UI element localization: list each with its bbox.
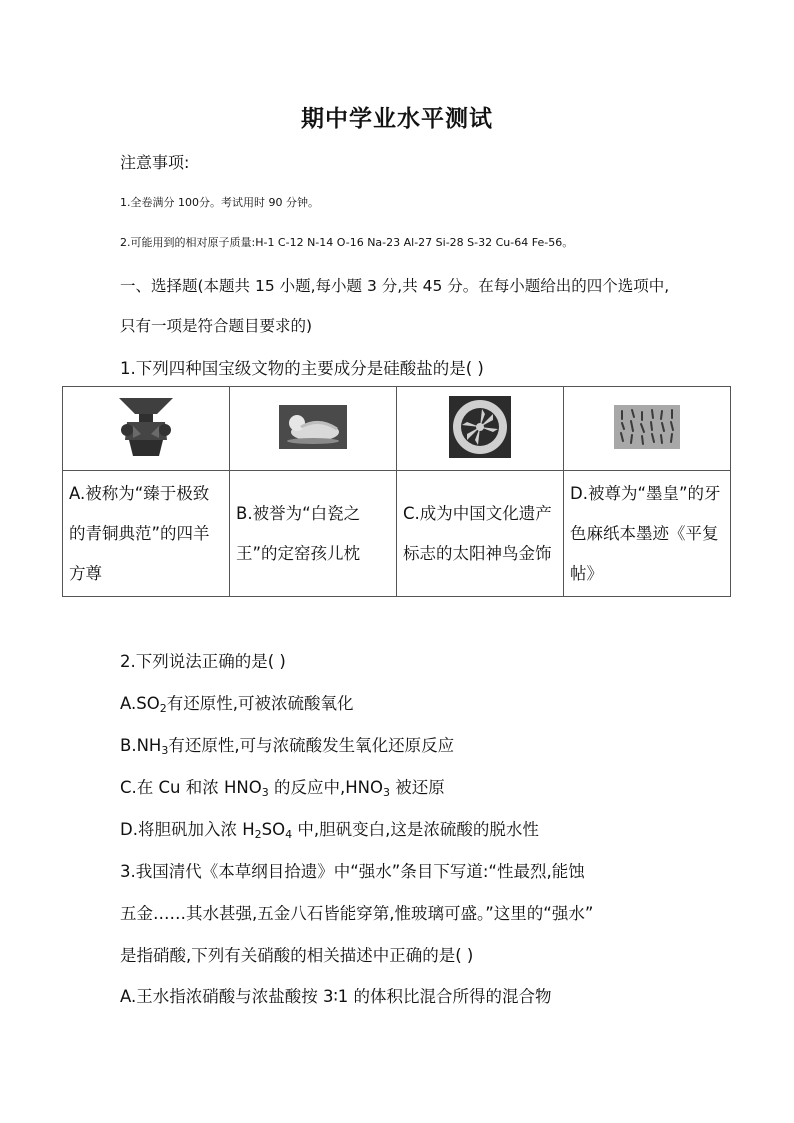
question-3-option-a: A.王水指浓硝酸与浓盐酸按 3∶1 的体积比混合所得的混合物 [120, 987, 552, 1006]
option-d-image-cell [564, 387, 731, 471]
question-3-line3: 是指硝酸,下列有关硝酸的相关描述中正确的是( ) [120, 946, 474, 965]
question-2-stem: 2.下列说法正确的是( ) [120, 652, 286, 671]
question-1-options-table [62, 386, 731, 597]
option-b-text: B.被誉为“白瓷之王”的定窑孩儿枕 [230, 471, 397, 597]
option-c-image-cell [397, 387, 564, 471]
bronze-zun-icon [113, 394, 179, 464]
question-2-option-d: D.将胆矾加入浓 $H_2SO_4$ 中,胆矾变白,这是浓硫酸的脱水性 [120, 820, 539, 841]
option-b-image-cell [230, 387, 397, 471]
option-c-text: C.成为中国文化遗产标志的太阳神鸟金饰 [397, 471, 564, 597]
notice-heading: 注意事项: [120, 153, 190, 172]
question-1-stem: 1.下列四种国宝级文物的主要成分是硅酸盐的是( ) [120, 359, 484, 378]
question-3-line2: 五金……其水甚强,五金八石皆能穿第,惟玻璃可盛。”这里的“强水” [120, 904, 594, 923]
calligraphy-scroll-icon [614, 405, 680, 453]
page-title: 期中学业水平测试 [301, 106, 493, 132]
question-2-option-c: C.在 Cu 和浓 $HNO_3$ 的反应中$,HNO_3$ 被还原 [120, 778, 445, 799]
question-3-line1: 3.我国清代《本草纲目拾遗》中“强水”条目下写道:“性最烈,能蚀 [120, 862, 585, 881]
notice-item-2: 2.可能用到的相对原子质量:H-1 C-12 N-14 O-16 Na-23 Al-27 Si-28 S-32 Cu-64 Fe-56。 [120, 236, 574, 249]
question-2-option-a: $A.SO_2$有还原性,可被浓硫酸氧化 [120, 694, 354, 715]
option-a-text: A.被称为“臻于极致的青铜典范”的四羊方尊 [63, 471, 230, 597]
notice-item-1: 1.全卷满分 100分。考试用时 90 分钟。 [120, 196, 319, 209]
question-2-option-b: $B.NH_3$有还原性,可与浓硫酸发生氧化还原反应 [120, 736, 455, 757]
section-heading-line1: 一、选择题(本题共 15 小题,每小题 3 分,共 45 分。在每小题给出的四个选项中, [120, 277, 670, 295]
porcelain-pillow-icon [279, 405, 347, 453]
sun-bird-gold-icon [449, 396, 511, 462]
option-d-text: D.被尊为“墨皇”的牙色麻纸本墨迹《平复帖》 [564, 471, 731, 597]
section-heading-line2: 只有一项是符合题目要求的) [120, 317, 313, 335]
option-a-image-cell [63, 387, 230, 471]
